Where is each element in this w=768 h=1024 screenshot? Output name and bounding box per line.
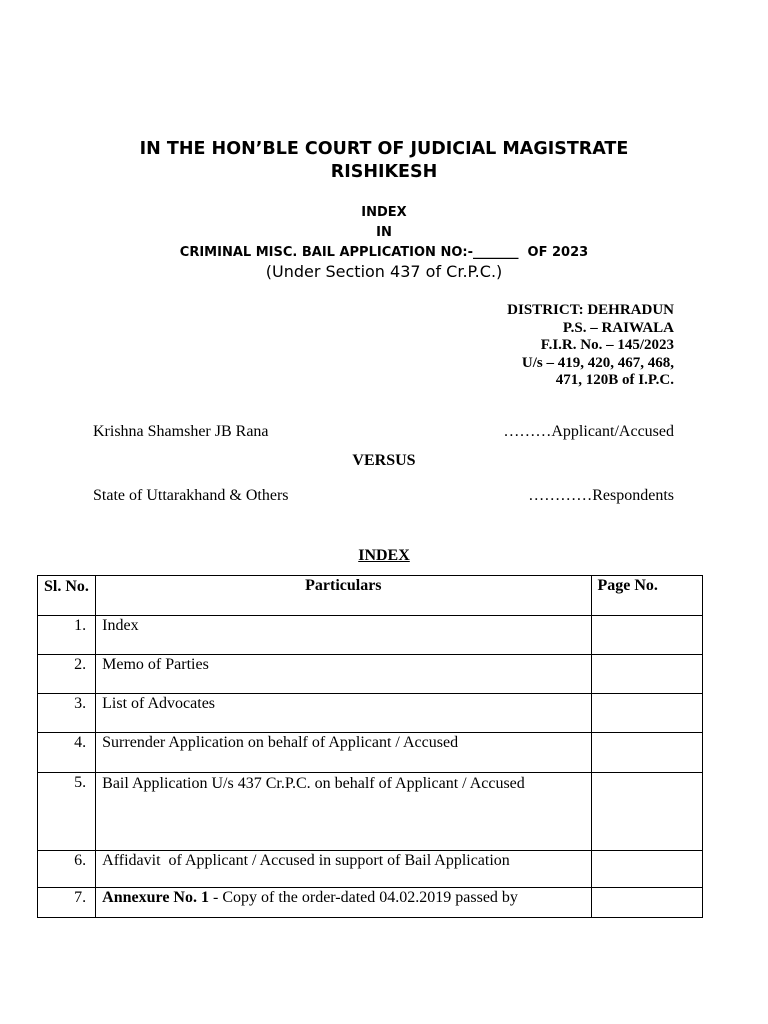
row-particulars (96, 773, 591, 851)
index-table (37, 575, 703, 918)
sections-line-1: U/s – 419, 420, 467, 468, (521, 354, 674, 371)
applicant-role: ………Applicant/Accused (503, 423, 674, 440)
case-details (354, 302, 674, 390)
table-row (38, 888, 703, 918)
row-page-no (591, 655, 703, 694)
row-particulars: List of Advocates (96, 694, 591, 733)
table-row (38, 694, 703, 733)
annexure-label: Annexure No. 1 (102, 889, 209, 906)
index-in-heading: IN (376, 225, 392, 240)
row-page-no (591, 694, 703, 733)
police-station-line: P.S. – RAIWALA (562, 319, 674, 336)
application-number: CRIMINAL MISC. BAIL APPLICATION NO:-_______ OF 2023 (179, 245, 589, 260)
row-page-no (591, 616, 703, 655)
court-title: IN THE HON’BLE COURT OF JUDICIAL MAGISTRATE (139, 139, 629, 159)
table-header-row (38, 576, 703, 616)
row-page-no (591, 733, 703, 773)
row-particulars: Surrender Application on behalf of Applicant / Accused (96, 733, 591, 773)
index-heading: INDEX (361, 205, 407, 220)
row-particulars: Affidavit of Applicant / Accused in support of Bail Application (96, 851, 591, 888)
annexure-description: - Copy of the order-dated 04.02.2019 passed by (208, 889, 518, 906)
row-page-no (591, 773, 703, 851)
row-sl-no: 1. (38, 616, 96, 655)
table-row (38, 616, 703, 655)
row-particulars (96, 888, 591, 918)
row-sl-no: 3. (38, 694, 96, 733)
sections-line-2: 471, 120B of I.P.C. (555, 372, 674, 388)
header-page-no: Page No. (591, 576, 703, 616)
table-row (38, 851, 703, 888)
row-page-no (591, 888, 703, 918)
row-sl-no: 4. (38, 733, 96, 773)
respondent-name: State of Uttarakhand & Others (93, 487, 289, 504)
row-sl-no: 6. (38, 851, 96, 888)
row-particulars: Index (96, 616, 591, 655)
versus-label: VERSUS (352, 452, 416, 469)
applicant-name: Krishna Shamsher JB Rana (93, 423, 269, 440)
row-sl-no: 7. (38, 888, 96, 918)
row-particulars-text: Bail Application U/s 437 Cr.P.C. on behalf of Applicant / Accused (102, 775, 525, 792)
table-row (38, 655, 703, 694)
header-sl-no: Sl. No. (38, 576, 96, 616)
row-page-no (591, 851, 703, 888)
fir-line: F.I.R. No. – 145/2023 (540, 337, 674, 353)
court-location: RISHIKESH (330, 162, 438, 182)
table-row (38, 773, 703, 851)
respondent-role: …………Respondents (528, 487, 674, 504)
row-particulars: Memo of Parties (96, 655, 591, 694)
section-reference: (Under Section 437 of Cr.P.C.) (265, 262, 503, 281)
header-particulars: Particulars (96, 576, 591, 616)
row-sl-no: 2. (38, 655, 96, 694)
district-line: DISTRICT: DEHRADUN (507, 302, 674, 318)
row-sl-no: 5. (38, 773, 96, 851)
index-table-title: INDEX (358, 547, 410, 564)
